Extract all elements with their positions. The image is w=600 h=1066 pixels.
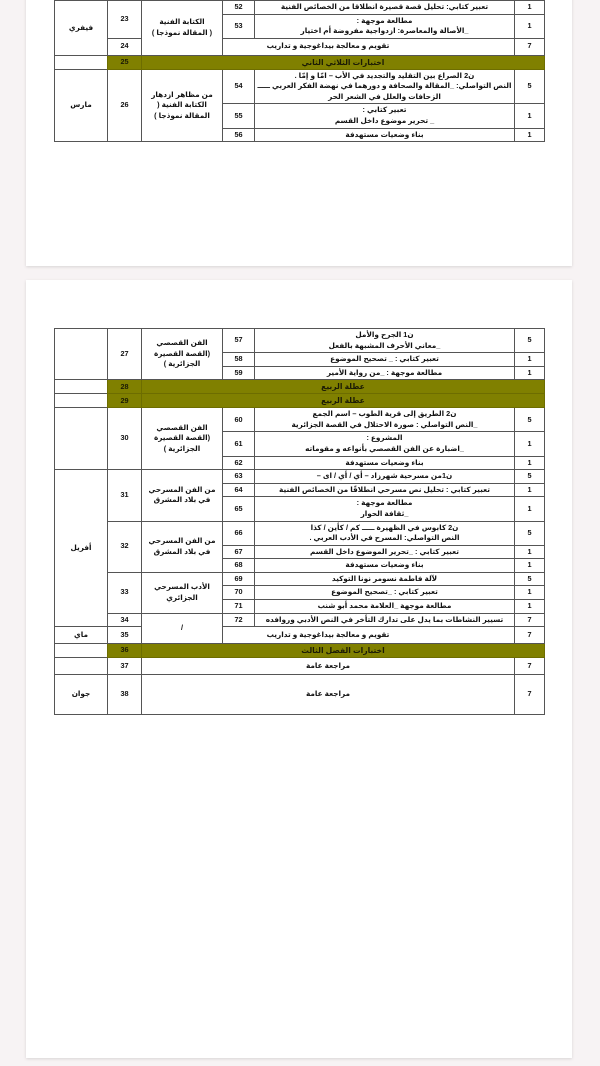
row-sequence-number: 53 [223, 14, 255, 38]
row-hours-value: 7 [515, 38, 545, 55]
row-week-number: 38 [108, 675, 142, 715]
row-content-text: مراجعة عامة [142, 675, 515, 715]
row-month-label [55, 380, 108, 394]
row-hours-value: 1 [515, 599, 545, 613]
row-content-text: تقويم و معالجة بيداغوجية و تداريب [142, 38, 515, 55]
row-sequence-number: 60 [223, 408, 255, 432]
row-hours-value: 5 [515, 408, 545, 432]
table-row [55, 329, 545, 353]
row-sequence-number: 68 [223, 559, 255, 573]
row-content-text: تعبير كتابي : _تحرير الموضوع داخل القسم [255, 545, 515, 559]
row-content-text: تسيير النشاطات بما يدل على تدارك التأخر في النص الأدبي وروافده [255, 613, 515, 627]
row-topic-label: / [142, 613, 223, 644]
row-banner-label: عطلة الربيع [142, 380, 545, 394]
row-hours-value: 1 [515, 366, 545, 380]
table-row [55, 380, 545, 394]
row-sequence-number: 57 [223, 329, 255, 353]
schedule-table-page-2 [54, 328, 545, 715]
row-week-number: 23 [108, 1, 142, 39]
row-week-number: 28 [108, 380, 142, 394]
row-hours-value: 5 [515, 521, 545, 545]
table-row [55, 1, 545, 15]
row-month-label [55, 394, 108, 408]
row-month-label [55, 644, 108, 658]
row-hours-value: 1 [515, 14, 545, 38]
row-content-text: تعبير كتابي : _ تحرير موضوع داخل القسم [255, 104, 515, 128]
row-sequence-number: 58 [223, 353, 255, 367]
table-row [55, 658, 545, 675]
row-hours-value: 1 [515, 432, 545, 456]
row-hours-value: 5 [515, 572, 545, 586]
row-sequence-number: 71 [223, 599, 255, 613]
table-row [55, 470, 545, 484]
row-content-text: مطالعة موجهة _العلامة محمد أبو شنب [255, 599, 515, 613]
row-topic-label: الفن القصصي (القصة القصيرة الجزائرية ) [142, 408, 223, 470]
table-row [55, 613, 545, 627]
table-row [55, 572, 545, 586]
row-sequence-number: 66 [223, 521, 255, 545]
document-page-2 [26, 280, 572, 1058]
row-sequence-number: 64 [223, 483, 255, 497]
row-topic-label: من الفن المسرحي في بلاد المشرق [142, 521, 223, 572]
row-content-text: تعبير كتابي: تحليل قصة قصيرة انطلاقا من الخصائص الفنية [255, 1, 515, 15]
row-hours-value: 1 [515, 497, 545, 521]
row-banner-label: اختبارات الثلاثي الثاني [142, 55, 545, 69]
row-hours-value: 1 [515, 456, 545, 470]
row-week-number: 25 [108, 55, 142, 69]
row-content-text: ن2 الصراع بين التقليد والتجديد في الأب – امّا و إمّا . النص التواصلي: _المقالة والصحافة و دورهما في نهضة الفكر العربي ـــــ الزحافات والعلل في الشعر الحر [255, 69, 515, 104]
row-hours-value: 7 [515, 613, 545, 627]
schedule-table-1-wrapper [55, 0, 545, 142]
row-topic-label: من مظاهر ازدهار الكتابة الفنية ( المقالة نموذجا ) [142, 69, 223, 141]
row-sequence-number: 70 [223, 586, 255, 600]
row-week-number: 36 [108, 644, 142, 658]
row-content-text: بناء وضعيات مستهدفة [255, 559, 515, 573]
row-week-number: 24 [108, 38, 142, 55]
row-content-text: ن1 الجرح والأمل _معاني الأحرف المشبهة بالفعل [255, 329, 515, 353]
row-content-text: بناء وضعيات مستهدفة [255, 456, 515, 470]
row-week-number: 35 [108, 627, 142, 644]
row-week-number: 34 [108, 613, 142, 627]
row-sequence-number: 67 [223, 545, 255, 559]
row-sequence-number: 63 [223, 470, 255, 484]
row-week-number: 33 [108, 572, 142, 613]
row-month-label [55, 329, 108, 380]
table-row [55, 408, 545, 432]
row-hours-value: 1 [515, 104, 545, 128]
row-month-label [55, 658, 108, 675]
row-month-label: فيفري [55, 1, 108, 56]
row-topic-label: من الفن المسرحي في بلاد المشرق [142, 470, 223, 521]
table-row [55, 627, 545, 644]
row-week-number: 27 [108, 329, 142, 380]
row-hours-value: 1 [515, 483, 545, 497]
row-hours-value: 1 [515, 559, 545, 573]
document-page-1 [26, 0, 572, 266]
row-sequence-number: 55 [223, 104, 255, 128]
row-content-text: مراجعة عامة [142, 658, 515, 675]
row-week-number: 31 [108, 470, 142, 521]
row-content-text: مطالعة موجهة : _الأصالة والمعاصرة: ازدواجية مفروضة أم اختيار [255, 14, 515, 38]
table-row [55, 38, 545, 55]
row-hours-value: 1 [515, 128, 545, 142]
row-hours-value: 1 [515, 1, 545, 15]
row-week-number: 32 [108, 521, 142, 572]
schedule-table-2-wrapper [55, 328, 545, 715]
row-topic-label: الفن القصصي (القصة القصيرة الجزائرية ) [142, 329, 223, 380]
row-content-text: لآلة فاطمة نسومر نونا التوكيد [255, 572, 515, 586]
row-hours-value: 1 [515, 586, 545, 600]
row-month-label: جوان [55, 675, 108, 715]
row-hours-value: 7 [515, 675, 545, 715]
row-week-number: 26 [108, 69, 142, 141]
row-hours-value: 7 [515, 627, 545, 644]
table-row [55, 521, 545, 545]
row-banner-label: عطلة الربيع [142, 394, 545, 408]
row-sequence-number: 61 [223, 432, 255, 456]
row-sequence-number: 69 [223, 572, 255, 586]
row-content-text: المشروع : _اضبارة عن الفن القصصي بأنواعه و مقوماته [255, 432, 515, 456]
row-week-number: 37 [108, 658, 142, 675]
row-hours-value: 1 [515, 353, 545, 367]
row-hours-value: 7 [515, 658, 545, 675]
table-row [55, 55, 545, 69]
row-topic-label: الأدب المسرحي الجزائري [142, 572, 223, 613]
row-week-number: 30 [108, 408, 142, 470]
row-sequence-number: 72 [223, 613, 255, 627]
row-month-label [55, 55, 108, 69]
row-month-label: أفريل [55, 470, 108, 627]
row-month-label [55, 408, 108, 470]
row-sequence-number: 52 [223, 1, 255, 15]
row-content-text: مطالعة موجهة : _من رواية الأمير [255, 366, 515, 380]
row-content-text: تقويم و معالجة بيداغوجية و تداريب [142, 627, 515, 644]
schedule-table-page-1 [54, 0, 545, 142]
row-hours-value: 1 [515, 545, 545, 559]
row-content-text: ن2 الطريق إلى قرية الطوب – اسم الجمع _النص التواصلي : صورة الاحتلال في القصة الجزائرية [255, 408, 515, 432]
row-hours-value: 5 [515, 470, 545, 484]
row-content-text: تعبير كتابي : _تصحيح الموضوع [255, 586, 515, 600]
table-row [55, 675, 545, 715]
row-sequence-number: 59 [223, 366, 255, 380]
table-row [55, 644, 545, 658]
table-row [55, 394, 545, 408]
row-month-label: مارس [55, 69, 108, 141]
row-sequence-number: 65 [223, 497, 255, 521]
row-sequence-number: 62 [223, 456, 255, 470]
row-hours-value: 5 [515, 69, 545, 104]
row-sequence-number: 54 [223, 69, 255, 104]
row-hours-value: 5 [515, 329, 545, 353]
row-content-text: تعبير كتابي : تحليل نص مسرحي انطلاقًا من الخصائص الفنية [255, 483, 515, 497]
row-week-number: 29 [108, 394, 142, 408]
row-month-label: ماي [55, 627, 108, 644]
table-row [55, 69, 545, 104]
row-banner-label: اختبارات الفصل الثالث [142, 644, 545, 658]
row-content-text: ن1من مسرحية شهرزاد – أي / أي / اى – [255, 470, 515, 484]
row-content-text: ن2 كابوس في الظهيرة ـــــ كم / كأين / كذا النص التواصلي: المسرح في الأدب العربي . [255, 521, 515, 545]
row-sequence-number: 56 [223, 128, 255, 142]
row-content-text: تعبير كتابي : _ تصحيح الموضوع [255, 353, 515, 367]
row-content-text: بناء وضعيات مستهدفة [255, 128, 515, 142]
row-content-text: مطالعة موجهة : _ثقافة الحوار [255, 497, 515, 521]
row-topic-label: الكتابة الفنية ( المقالة نموذجا ) [142, 1, 223, 56]
